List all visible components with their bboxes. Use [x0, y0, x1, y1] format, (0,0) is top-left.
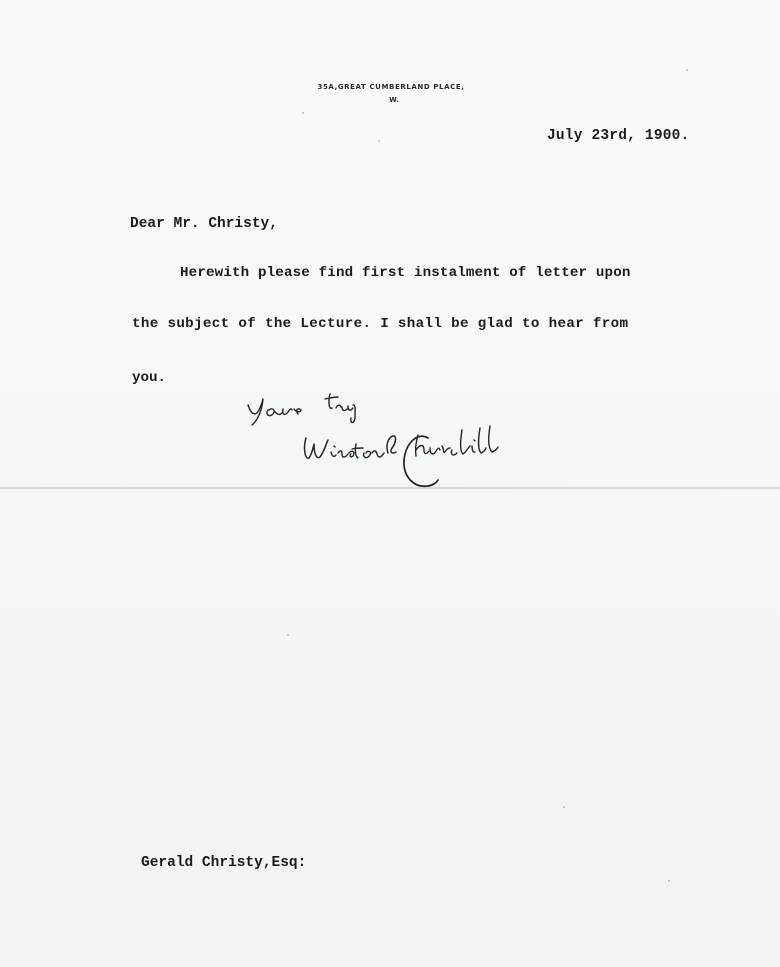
letterhead-district: W. — [389, 96, 399, 104]
letterhead-address: 35A,GREAT CUMBERLAND PLACE, — [317, 83, 465, 91]
letterhead — [0, 83, 780, 104]
paper-speck — [563, 806, 565, 808]
letter-date: July 23rd, 1900. — [547, 128, 690, 144]
salutation: Dear Mr. Christy, — [130, 216, 278, 232]
addressee: Gerald Christy,Esq: — [141, 855, 307, 871]
handwritten-signature — [238, 380, 578, 495]
paper-speck — [668, 880, 670, 882]
paper-speck — [378, 140, 380, 142]
paper-speck — [686, 69, 688, 71]
body-line: you. — [132, 370, 167, 386]
paper-speck — [287, 634, 289, 636]
closing-handwriting — [248, 394, 355, 425]
signature-handwriting — [305, 426, 498, 486]
paper-speck — [302, 112, 304, 114]
body-line: Herewith please find first instalment of letter upon — [180, 265, 631, 281]
body-line: the subject of the Lecture. I shall be glad to hear from — [132, 316, 629, 332]
